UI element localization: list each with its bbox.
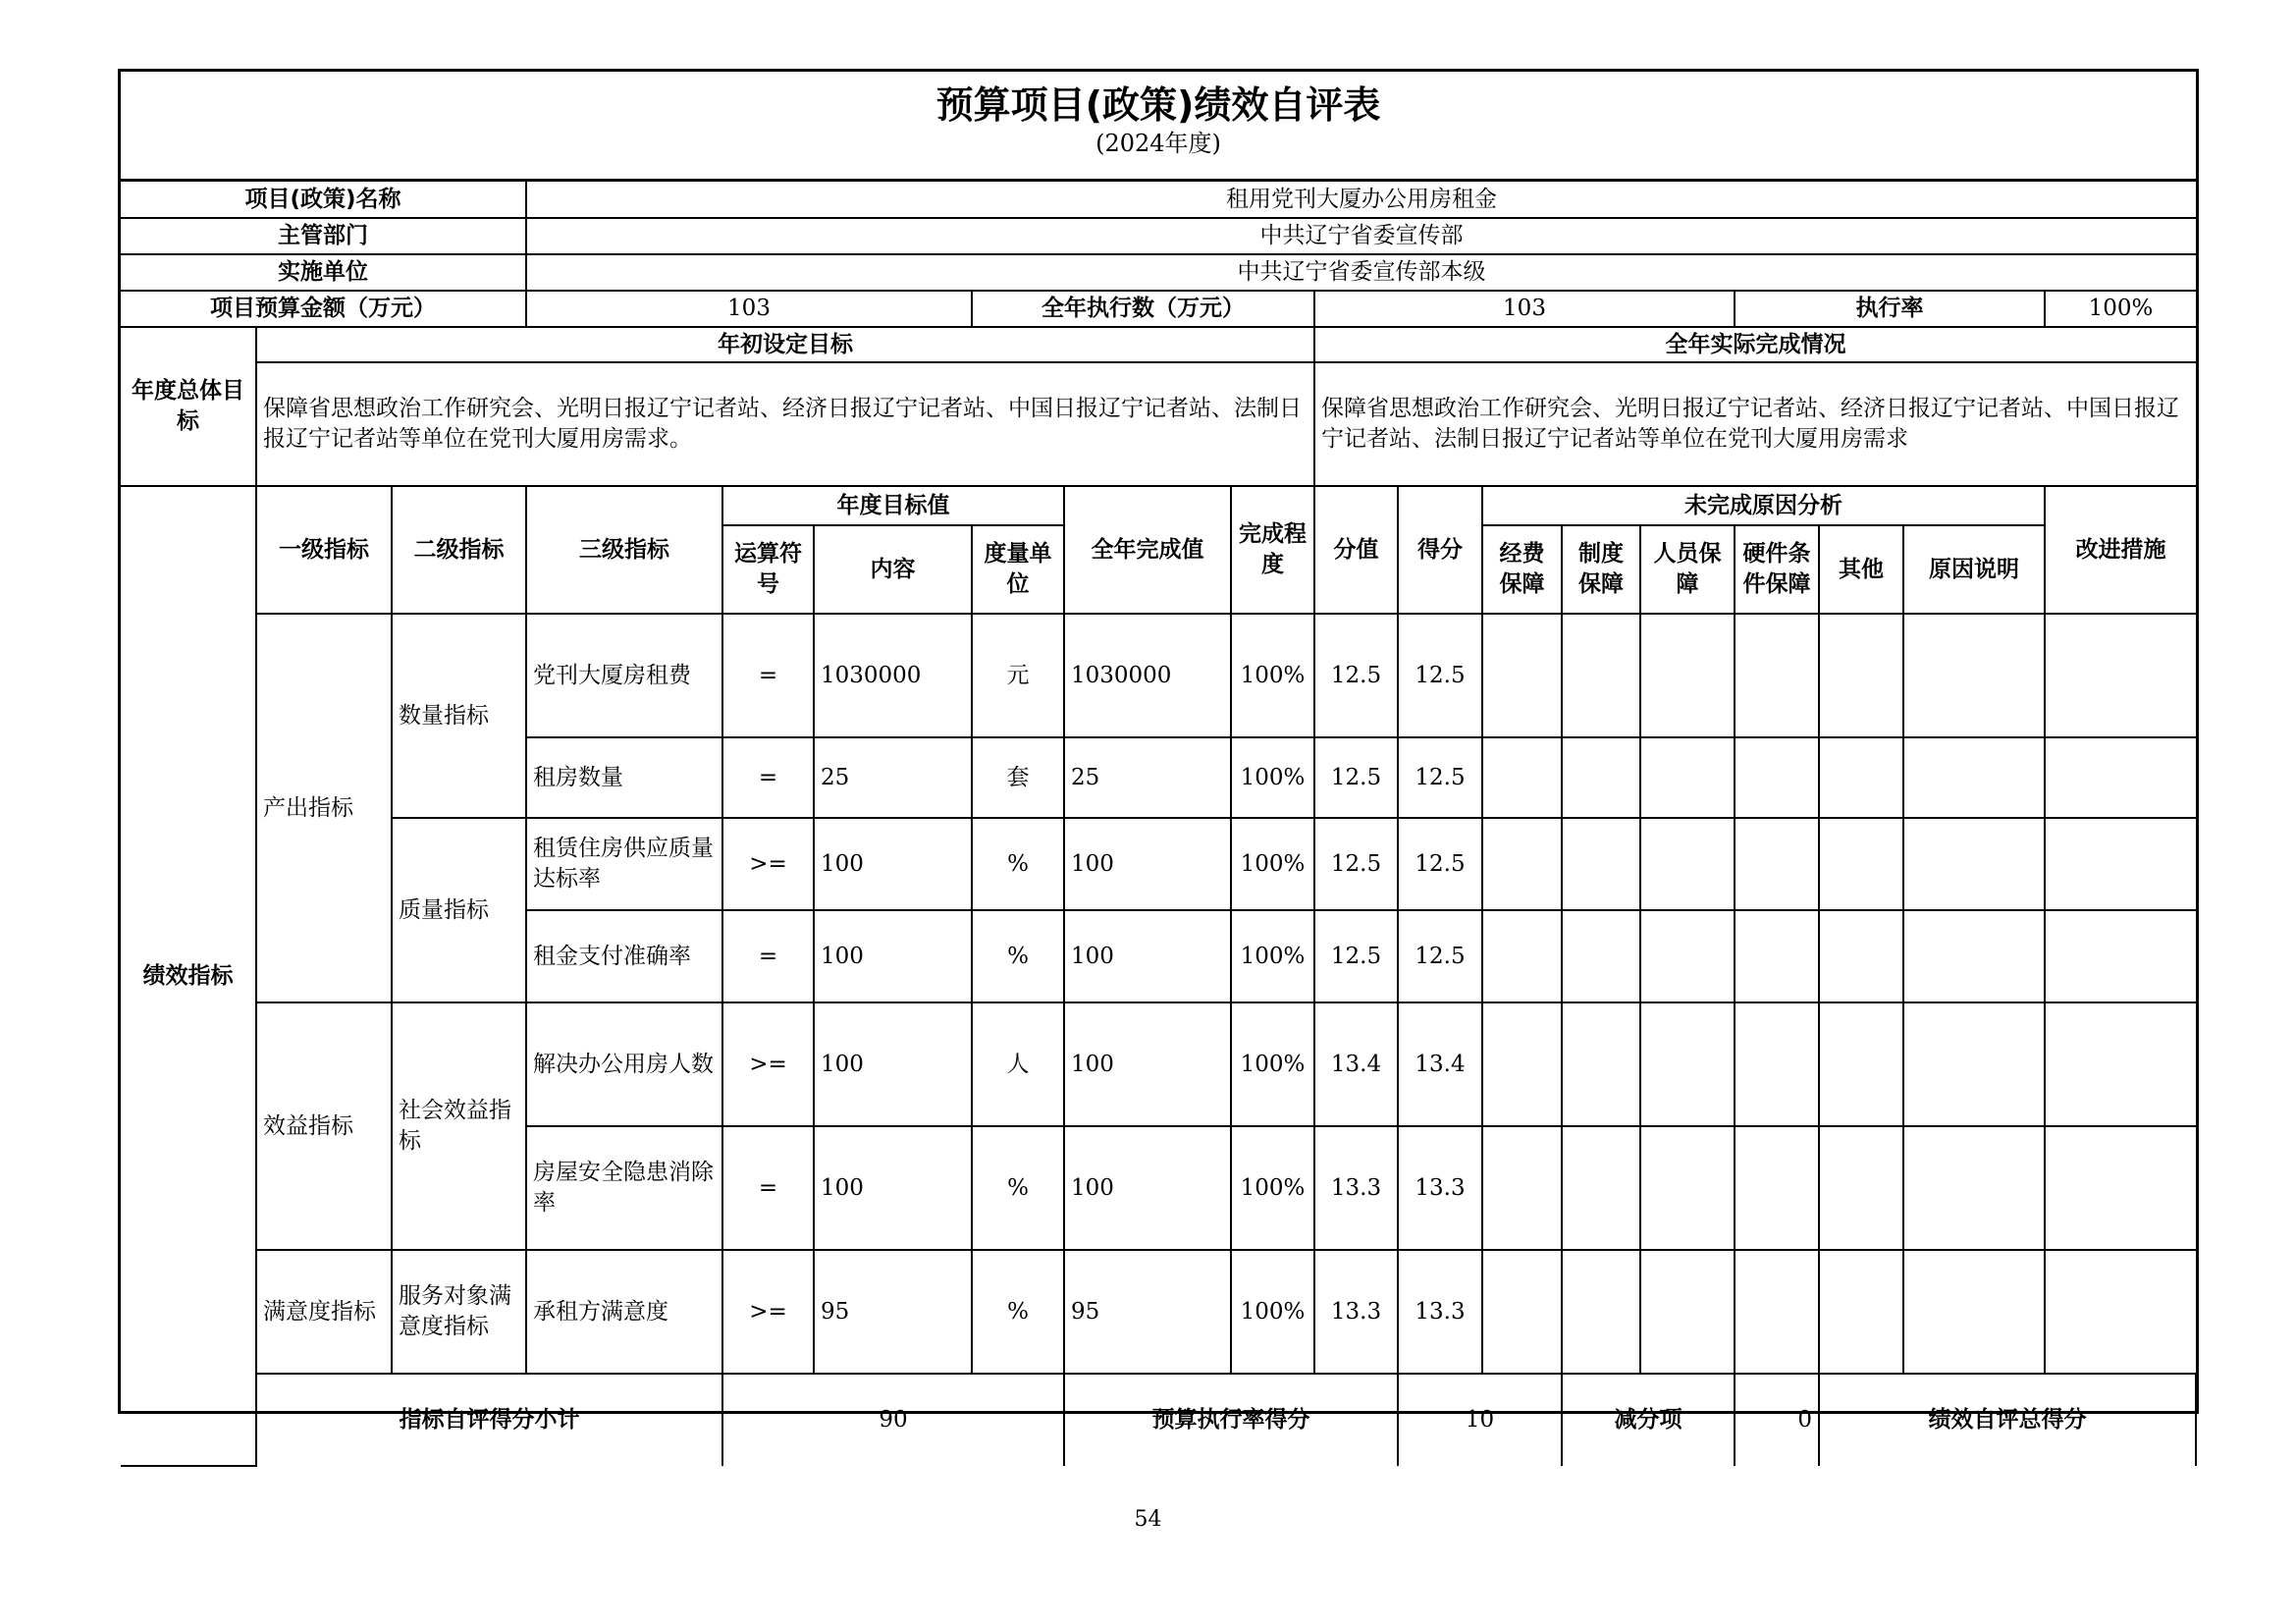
actual-cell: 100 [1064,910,1231,1002]
reason-group-header: 未完成原因分析 [1482,486,2045,525]
score-cell: 12.5 [1398,737,1482,818]
unit-cell: % [972,910,1064,1002]
level3-header: 三级指标 [526,486,722,614]
table-row [121,1250,2196,1374]
unit-cell: % [972,818,1064,910]
weight-cell: 12.5 [1314,910,1398,1002]
evaluation-sheet [118,69,2199,1433]
actual-cell: 100 [1064,1126,1231,1250]
table-row [121,614,2196,737]
level3-cell: 解决办公用房人数 [526,1002,722,1126]
operator-header: 运算符号 [722,525,814,614]
level2-social-benefit: 社会效益指标 [392,1002,526,1250]
unit-cell: 套 [972,737,1064,818]
actual-cell: 100 [1064,1002,1231,1126]
deduction-value: 0 [1735,1374,1819,1466]
degree-cell: 100% [1231,1250,1314,1374]
indicators-section-label: 绩效指标 [121,486,256,1466]
score-cell: 12.5 [1398,614,1482,737]
unit-label: 实施单位 [121,254,526,291]
operator-cell: = [722,737,814,818]
subtotal-label: 指标自评得分小计 [256,1374,722,1466]
degree-cell: 100% [1231,818,1314,910]
reason-hardware-header: 硬件条件保障 [1735,525,1819,614]
actual-cell: 95 [1064,1250,1231,1374]
actual-header: 全年完成值 [1064,486,1231,614]
degree-cell: 100% [1231,1126,1314,1250]
operator-cell: = [722,910,814,1002]
implementing-unit: 中共辽宁省委宣传部本级 [526,254,2196,291]
content-cell: 100 [814,910,972,1002]
weight-cell: 12.5 [1314,818,1398,910]
actual-goal-text: 保障省思想政治工作研究会、光明日报辽宁记者站、经济日报辽宁记者站、中国日报辽宁记者站、法制日报辽宁记者站等单位在党刊大厦用房需求 [1314,362,2196,486]
reason-funds-header: 经费保障 [1482,525,1562,614]
level1-header: 一级指标 [256,486,392,614]
unit-cell: % [972,1250,1064,1374]
operator-cell: >= [722,818,814,910]
content-cell: 95 [814,1250,972,1374]
document-year: (2024年度) [1095,130,1221,157]
budget-score-value: 10 [1398,1374,1562,1466]
deduction-label: 减分项 [1562,1374,1735,1466]
content-cell: 100 [814,1002,972,1126]
degree-cell: 100% [1231,1002,1314,1126]
budget-label: 项目预算金额（万元） [121,291,526,327]
score-cell: 12.5 [1398,818,1482,910]
score-cell: 13.3 [1398,1250,1482,1374]
score-header: 得分 [1398,486,1482,614]
weight-cell: 13.3 [1314,1250,1398,1374]
set-goal-header: 年初设定目标 [256,327,1314,362]
unit-header: 度量单位 [972,525,1064,614]
operator-cell: = [722,614,814,737]
level1-output: 产出指标 [256,614,392,1002]
operator-cell: >= [722,1002,814,1126]
actual-cell: 25 [1064,737,1231,818]
subtotal-value: 90 [722,1374,1064,1466]
executed-amount: 103 [1314,291,1735,327]
document-title: 预算项目(政策)绩效自评表 [935,83,1381,127]
set-goal-text: 保障省思想政治工作研究会、光明日报辽宁记者站、经济日报辽宁记者站、中国日报辽宁记者站、法制日报辽宁记者站等单位在党刊大厦用房需求。 [256,362,1314,486]
degree-header: 完成程度 [1231,486,1314,614]
weight-header: 分值 [1314,486,1398,614]
table-row [121,818,2196,910]
score-cell: 13.4 [1398,1002,1482,1126]
level3-cell: 房屋安全隐患消除率 [526,1126,722,1250]
content-cell: 25 [814,737,972,818]
execution-rate: 100% [2045,291,2196,327]
improve-header: 改进措施 [2045,486,2196,614]
weight-cell: 13.4 [1314,1002,1398,1126]
content-cell: 100 [814,1126,972,1250]
unit-cell: % [972,1126,1064,1250]
dept: 中共辽宁省委宣传部 [526,218,2196,254]
level3-cell: 承租方满意度 [526,1250,722,1374]
weight-cell: 12.5 [1314,614,1398,737]
unit-cell: 元 [972,614,1064,737]
content-cell: 1030000 [814,614,972,737]
unit-cell: 人 [972,1002,1064,1126]
level1-benefit: 效益指标 [256,1002,392,1250]
weight-cell: 13.3 [1314,1126,1398,1250]
score-cell: 13.3 [1398,1126,1482,1250]
evaluation-table [121,182,2196,1467]
level3-cell: 租赁住房供应质量达标率 [526,818,722,910]
score-cell: 12.5 [1398,910,1482,1002]
level3-cell: 租金支付准确率 [526,910,722,1002]
reason-system-header: 制度保障 [1562,525,1640,614]
project-name: 租用党刊大厦办公用房租金 [526,182,2196,218]
level2-quality: 质量指标 [392,818,526,1002]
rate-label: 执行率 [1735,291,2045,327]
annual-goal-label: 年度总体目标 [121,327,256,486]
actual-goal-header: 全年实际完成情况 [1314,327,2196,362]
project-name-label: 项目(政策)名称 [121,182,526,218]
executed-label: 全年执行数（万元） [972,291,1314,327]
weight-cell: 12.5 [1314,737,1398,818]
target-group-header: 年度目标值 [722,486,1064,525]
level2-client-satisfaction: 服务对象满意度指标 [392,1250,526,1374]
operator-cell: >= [722,1250,814,1374]
content-cell: 100 [814,818,972,910]
level2-header: 二级指标 [392,486,526,614]
degree-cell: 100% [1231,910,1314,1002]
reason-staff-header: 人员保障 [1640,525,1735,614]
budget-score-label: 预算执行率得分 [1064,1374,1398,1466]
operator-cell: = [722,1126,814,1250]
total-label: 绩效自评总得分 [1819,1374,2196,1466]
degree-cell: 100% [1231,737,1314,818]
level1-satisfaction: 满意度指标 [256,1250,392,1374]
dept-label: 主管部门 [121,218,526,254]
degree-cell: 100% [1231,614,1314,737]
page-number: 54 [1134,1507,1162,1532]
level3-cell: 党刊大厦房租费 [526,614,722,737]
reason-other-header: 其他 [1819,525,1903,614]
actual-cell: 100 [1064,818,1231,910]
actual-cell: 1030000 [1064,614,1231,737]
content-header: 内容 [814,525,972,614]
reason-desc-header: 原因说明 [1903,525,2045,614]
level2-quantity: 数量指标 [392,614,526,818]
level3-cell: 租房数量 [526,737,722,818]
table-row [121,1002,2196,1126]
budget-amount: 103 [526,291,972,327]
title-block [121,72,2196,182]
